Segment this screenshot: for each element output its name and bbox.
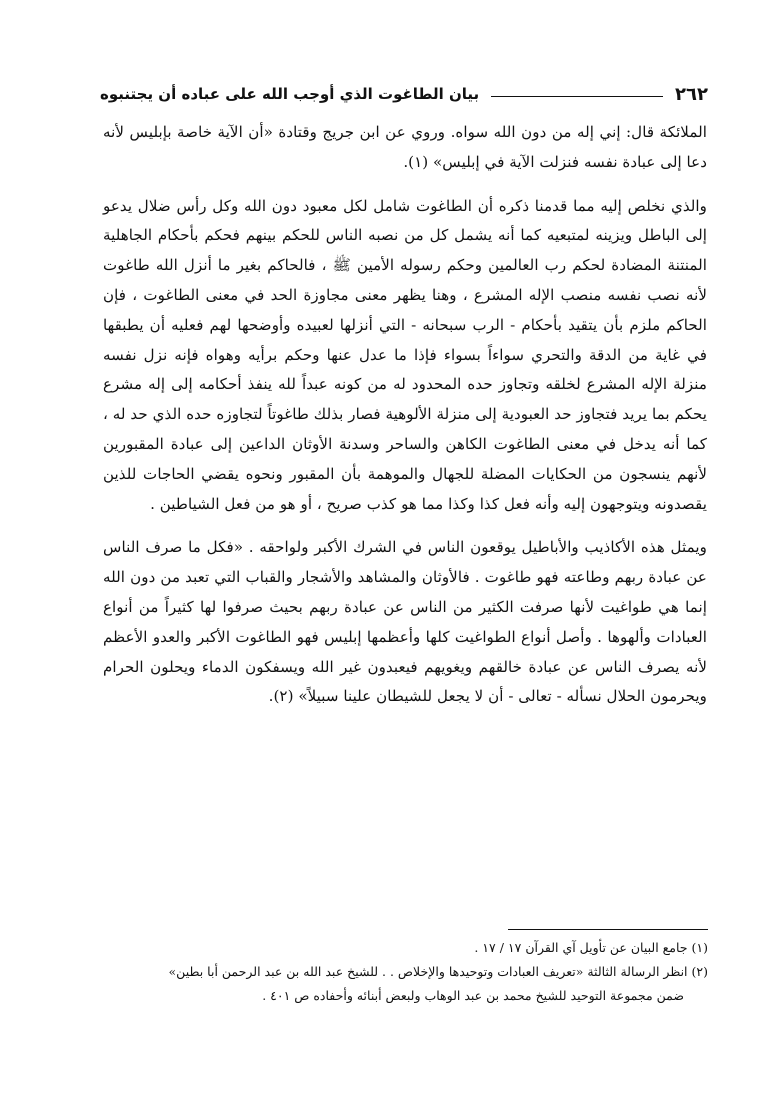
header-rule [491, 96, 663, 97]
paragraph: الملائكة قال: إني إله من دون الله سواه. وروي عن ابن جريج وقتادة «أن الآية خاصة بإبليس لأنه دعا إلى عبادة نفسه فنزلت الآية في إبليس» (١). [103, 123, 707, 171]
page-header [100, 78, 708, 110]
footnotes [100, 936, 708, 1008]
footnote-1: (١) جامع البيان عن تأويل آي القرآن ١٧ / ١٧ . [474, 940, 708, 955]
paragraph: ويمثل هذه الأكاذيب والأباطيل يوقعون الناس في الشرك الأكبر ولواحقه . «فكل ما صرف الناس عن عبادة ربهم وطاعته فهو طاغوت . فالأوثان والمشاهد والأشجار والقباب التي تعبد من دون الله إنما هي طواغيت لأنها صرفت الكثير من الناس عن عبادة ربهم بحيث صرفوا لها كثيراً من أنواع العبادات وألهوها . وأصل أنواع الطواغيت كلها وأعظمها إبليس فهو الطاغوت الأكبر والعدو الأعظم لأنه يصرف الناس عن عبادة خالقهم ويغويهم فيعبدون غير الله ويسفكون الدماء ويحلون الحرام ويحرمون الحلال نسأله - تعالى - أن لا يجعل للشيطان علينا سبيلاً» (٢). [103, 538, 707, 706]
footnote-separator [508, 929, 708, 930]
footnote-2: (٢) انظر الرسالة الثالثة «تعريف العبادات وتوحيدها والإخلاص . . للشيخ عبد الله بن عبد الرحمن أبا بطين» [168, 964, 708, 979]
running-title: بيان الطاغوت الذي أوجب الله على عباده أن يجتنبوه [100, 85, 480, 103]
footnote-2-continued: ضمن مجموعة التوحيد للشيخ محمد بن عبد الوهاب ولبعض أبنائه وأحفاده ص ٤٠١ . [262, 988, 684, 1003]
body-text [103, 118, 707, 712]
page-number: ٢٦٢ [675, 83, 708, 105]
paragraph: والذي نخلص إليه مما قدمنا ذكره أن الطاغوت شامل لكل معبود دون الله وكل رأس ضلال يدعو إلى الباطل ويزينه لمتبعيه كما أنه يشمل كل من نصبه الناس للحكم بينهم فحكم بأحكام الجاهلية المنتنة المضادة لحكم رب العالمين وحكم رسوله الأمين ﷺ ، فالحاكم بغير ما أنزل الله طاغوت لأنه نصب نفسه منصب الإله المشرع ، وهنا يظهر معنى مجاوزة الحد في معنى الطاغوت ، فإن الحاكم ملزم بأن يتقيد بأحكام - الرب سبحانه - التي أنزلها لعبيده وأوضحها لهم فعليه أن يطبقها في غاية من الدقة والتحري سواءاً بسواء فإذا ما عدل عنها وحكم برأيه وهواه فإنه نزل نفسه منزلة الإله المشرع لخلقه وتجاوز حده المحدود له من كونه عبداً لله ينفذ أحكامه إلى إله مشرع يحكم بما يريد فتجاوز حد العبودية إلى منزلة الألوهية فصار بذلك طاغوتاً لتجاوزه حده الذي حد له ، كما أنه يدخل في معنى الطاغوت الكاهن والساحر وسدنة الأوثان الداعين إلى عبادة المقبورين لأنهم ينسجون من الحكايات المضلة للجهال والموهمة بأن المقبور ونحوه يقضي الحاجات للذين يقصدونه ويتوجهون إليه وأنه فعل كذا وكذا مما هو كذب صريح ، أو هو من فعل الشياطين . [103, 196, 707, 513]
